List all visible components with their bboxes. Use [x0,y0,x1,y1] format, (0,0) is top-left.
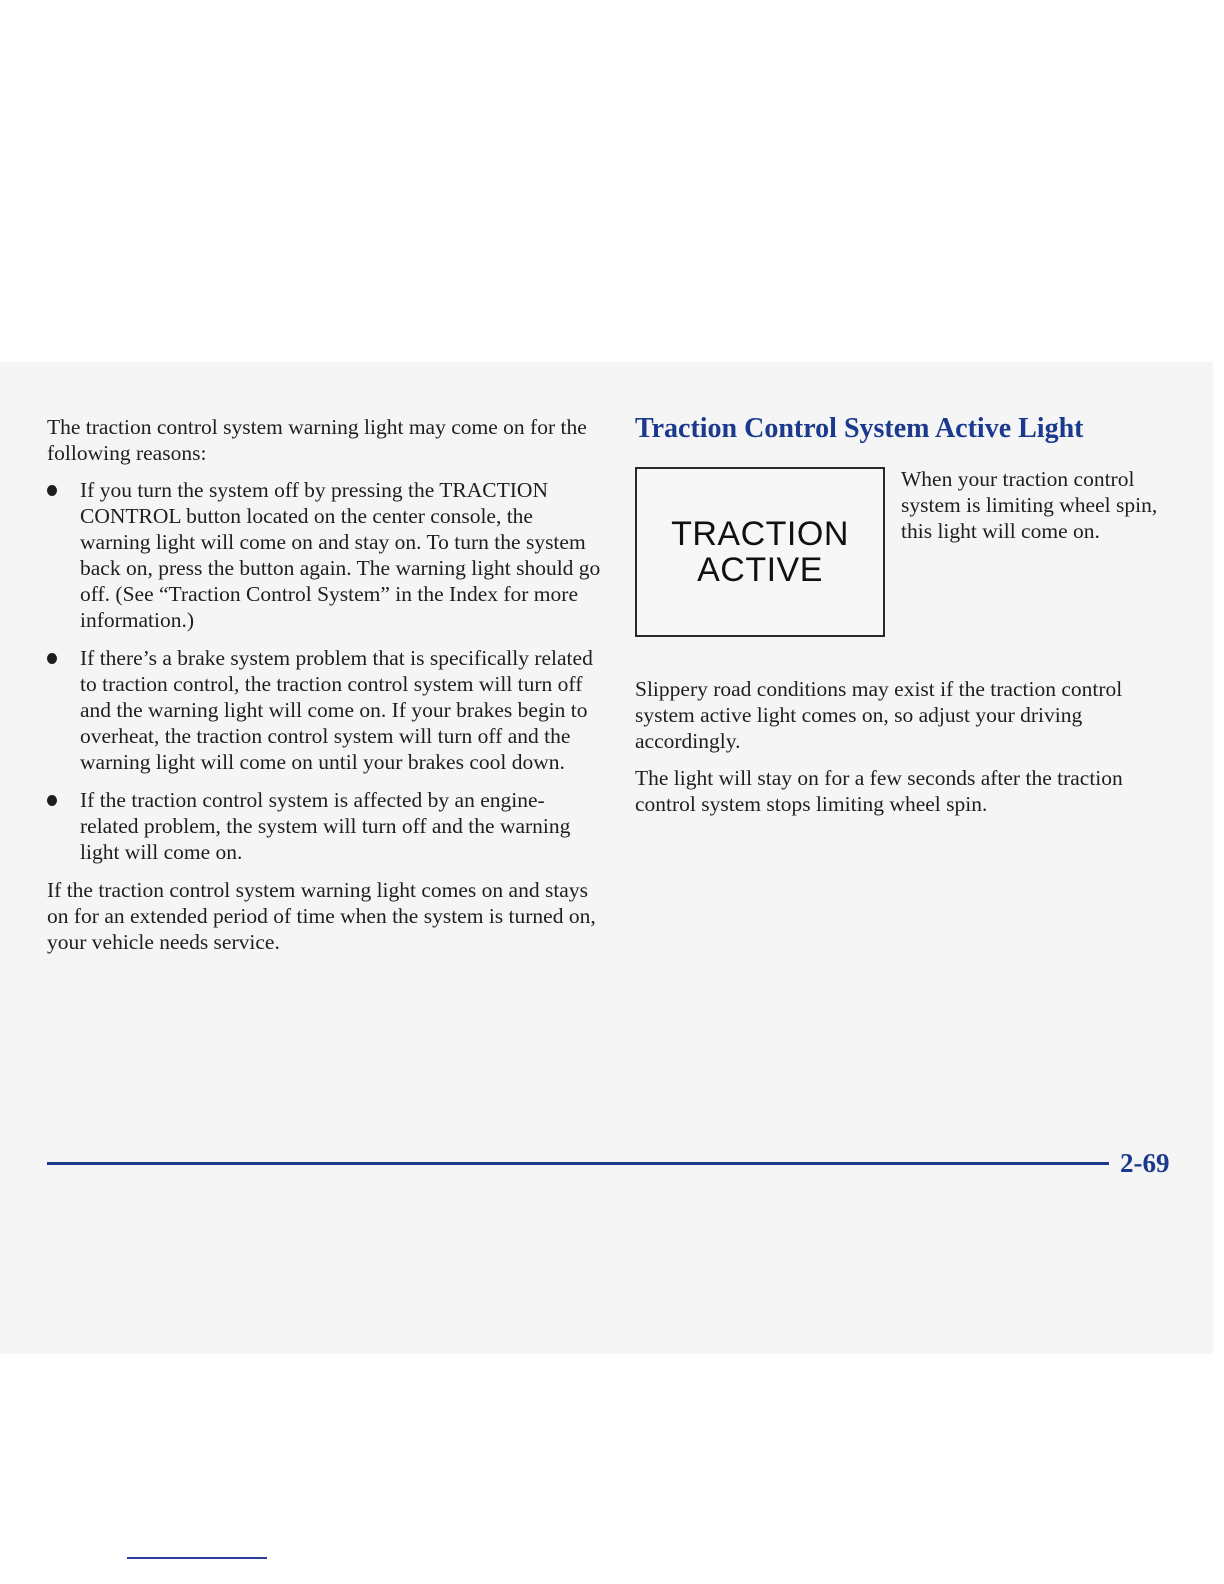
list-item [47,477,602,633]
list-item-text: If the traction control system is affected by an engine-related problem, the system will turn off and the warning light will come on. [80,788,571,864]
indicator-description: When your traction control system is limiting wheel spin, this light will come on. [901,467,1158,543]
list-item-text: If you turn the system off by pressing the TRACTION CONTROL button located on the center console, the warning light will come on and stay on. To turn the system back on, press the button again. The warning light should go off. (See “Traction Control System” in the Index for more information.) [80,478,601,632]
light-duration-paragraph: The light will stay on for a few seconds after the traction control system stops limiting wheel spin. [635,766,1123,816]
left-column [47,414,602,966]
page-number: 2-69 [1120,1148,1170,1178]
bullet-icon [47,653,57,664]
closing-paragraph: If the traction control system warning light comes on and stays on for an extended period of time when the system is turned on, your vehicle needs service. [47,878,596,954]
indicator-line-1: TRACTION [671,515,849,553]
bullet-icon [47,795,57,806]
traction-active-indicator [635,467,885,637]
indicator-row [635,466,1180,676]
list-item-text: If there’s a brake system problem that is specifically related to traction control, the traction control system will turn off and the warning light will come on. If your brakes begin to overheat, the traction control system will turn off and the warning light will come on until your brakes cool down. [80,646,593,774]
warning-reasons-list [47,477,602,865]
list-item [47,645,602,775]
right-column [635,412,1180,828]
bottom-divider [127,1557,267,1559]
list-item [47,787,602,865]
intro-paragraph: The traction control system warning light may come on for the following reasons: [47,415,587,465]
bullet-icon [47,485,57,496]
footer-rule [47,1162,1109,1165]
slippery-road-paragraph: Slippery road conditions may exist if the traction control system active light comes on, so adjust your driving accordingly. [635,677,1123,753]
indicator-line-2: ACTIVE [697,551,823,589]
section-title: Traction Control System Active Light [635,413,1084,444]
